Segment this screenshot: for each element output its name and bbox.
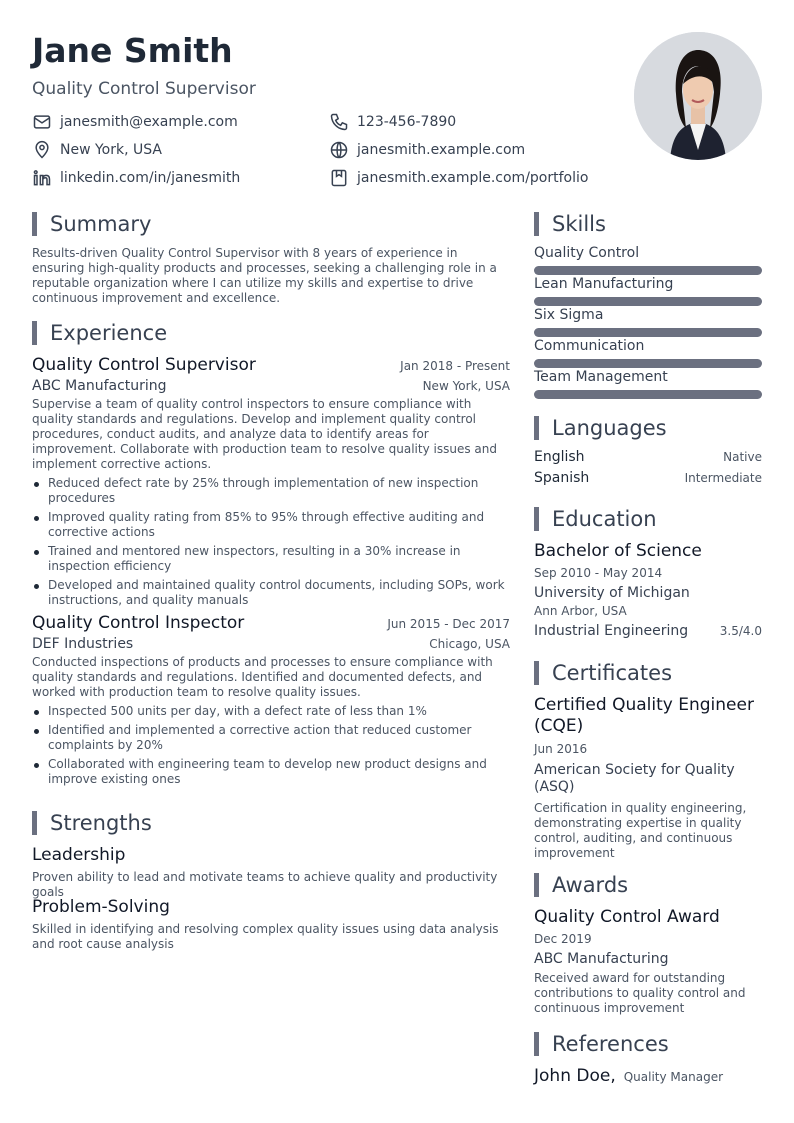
section-title: Awards — [552, 873, 629, 897]
certificates-heading — [534, 661, 672, 685]
list-item: Trained and mentored new inspectors, resulting in a 30% increase in inspection efficiency — [32, 544, 510, 574]
mail-icon — [32, 112, 52, 132]
phone-text: 123-456-7890 — [357, 114, 457, 130]
section-title: Education — [552, 507, 657, 531]
skill-bar — [534, 359, 762, 368]
job-title: Quality Control Supervisor — [32, 355, 256, 375]
job-description: Supervise a team of quality control inspectors to ensure compliance with quality standards and regulations. Develop and implement quality control procedures, conduct audits, and analyze data to identify areas for improvement. Collaborate with production team to resolve quality issues and implement corrective actions. — [32, 397, 497, 471]
certificate-issuer: American Society for Quality (ASQ) — [534, 762, 735, 795]
list-item: Collaborated with engineering team to develop new product designs and improve existing ones — [32, 757, 510, 787]
language-level: Intermediate — [684, 471, 762, 485]
job-entry — [32, 613, 510, 791]
section-accent-bar — [534, 416, 539, 440]
job-company: DEF Industries — [32, 636, 134, 652]
candidate-name: Jane Smith — [32, 31, 233, 70]
job-dates: Jun 2015 - Dec 2017 — [387, 617, 510, 631]
contact-location — [32, 138, 162, 162]
job-company: ABC Manufacturing — [32, 378, 167, 394]
language-row — [534, 449, 762, 465]
strength-title: Problem-Solving — [32, 897, 170, 917]
list-item: Improved quality rating from 85% to 95% through effective auditing and corrective actions — [32, 510, 510, 540]
language-level: Native — [723, 450, 762, 464]
skill-label: Team Management — [534, 369, 668, 385]
skill-label: Lean Manufacturing — [534, 276, 674, 292]
email-text: janesmith@example.com — [60, 114, 238, 130]
list-item: Reduced defect rate by 25% through implementation of new inspection procedures — [32, 476, 510, 506]
section-accent-bar — [32, 212, 37, 236]
list-item: Inspected 500 units per day, with a defect rate of less than 1% — [32, 704, 510, 719]
skill-label: Quality Control — [534, 245, 640, 261]
section-accent-bar — [534, 507, 539, 531]
contact-linkedin[interactable] — [32, 166, 240, 190]
strength-item — [32, 845, 510, 900]
reference-role: Quality Manager — [623, 1070, 724, 1084]
languages-heading — [534, 416, 667, 440]
contact-phone[interactable] — [329, 110, 456, 134]
awards-heading — [534, 873, 628, 897]
section-title: Summary — [50, 212, 152, 236]
summary-text: Results-driven Quality Control Supervisor with 8 years of experience in ensuring high-quality products and processes, seeking a challenging role in a reputable organization where I can utilize my skills and expertise to drive continuous improvement and excellence. — [32, 246, 497, 305]
strengths-heading — [32, 811, 152, 835]
experience-heading — [32, 321, 167, 345]
gpa: 3.5/4.0 — [719, 624, 762, 638]
award-entry — [534, 907, 762, 1016]
skills-heading — [534, 212, 606, 236]
contact-website[interactable] — [329, 138, 525, 162]
language-name: Spanish — [534, 470, 590, 486]
certificate-name: Certified Quality Engineer (CQE) — [534, 695, 754, 736]
section-accent-bar — [534, 1032, 539, 1056]
phone-icon — [329, 112, 349, 132]
certificate-entry — [534, 695, 762, 861]
candidate-title: Quality Control Supervisor — [32, 79, 256, 99]
school-name: University of Michigan — [534, 585, 690, 601]
contact-email[interactable] — [32, 110, 238, 134]
job-entry — [32, 355, 510, 612]
skill-label: Six Sigma — [534, 307, 604, 323]
section-accent-bar — [534, 873, 539, 897]
summary-heading — [32, 212, 151, 236]
linkedin-icon — [32, 168, 52, 188]
strength-text: Skilled in identifying and resolving complex quality issues using data analysis and root cause analysis — [32, 922, 499, 951]
job-title: Quality Control Inspector — [32, 613, 245, 633]
strength-item — [32, 897, 510, 952]
job-dates: Jan 2018 - Present — [400, 359, 510, 373]
school-location: Ann Arbor, USA — [534, 604, 627, 618]
skill-bar — [534, 390, 762, 399]
portfolio-text: janesmith.example.com/portfolio — [357, 170, 589, 186]
award-date: Dec 2019 — [534, 932, 592, 946]
profile-photo — [634, 32, 762, 160]
section-accent-bar — [534, 212, 539, 236]
education-dates: Sep 2010 - May 2014 — [534, 566, 663, 580]
education-heading — [534, 507, 657, 531]
section-title: Languages — [552, 416, 667, 440]
section-accent-bar — [32, 811, 37, 835]
job-bullets — [32, 476, 510, 608]
education-entry — [534, 541, 762, 639]
website-text: janesmith.example.com — [357, 142, 526, 158]
list-item: Identified and implemented a corrective action that reduced customer complaints by 20% — [32, 723, 510, 753]
section-title: References — [552, 1032, 669, 1056]
language-name: English — [534, 449, 585, 465]
reference-entry — [534, 1066, 762, 1087]
language-row — [534, 470, 762, 486]
location-text: New York, USA — [60, 142, 162, 158]
globe-icon — [329, 140, 349, 160]
reference-name: John Doe, — [534, 1066, 616, 1086]
certificate-date: Jun 2016 — [534, 742, 588, 756]
section-accent-bar — [534, 661, 539, 685]
skill-label: Communication — [534, 338, 645, 354]
linkedin-text: linkedin.com/in/janesmith — [60, 170, 241, 186]
map-pin-icon — [32, 140, 52, 160]
degree: Bachelor of Science — [534, 541, 702, 561]
references-heading — [534, 1032, 669, 1056]
section-title: Skills — [552, 212, 606, 236]
resume-header — [32, 30, 632, 100]
skill-bar — [534, 297, 762, 306]
job-description: Conducted inspections of products and processes to ensure compliance with quality standards and regulations. Identified and documented defects, and worked with production team to resolve quality issues. — [32, 655, 493, 699]
award-description: Received award for outstanding contributions to quality control and continuous improvement — [534, 971, 746, 1015]
skill-bar — [534, 328, 762, 337]
award-issuer: ABC Manufacturing — [534, 951, 669, 967]
skill-bar — [534, 266, 762, 275]
award-name: Quality Control Award — [534, 907, 720, 927]
strength-text: Proven ability to lead and motivate teams to achieve quality and productivity goals — [32, 870, 498, 899]
section-title: Certificates — [552, 661, 673, 685]
section-title: Strengths — [50, 811, 152, 835]
certificate-description: Certification in quality engineering, demonstrating expertise in quality control, auditing, and continuous improvement — [534, 801, 747, 860]
job-location: Chicago, USA — [429, 637, 510, 651]
section-title: Experience — [50, 321, 168, 345]
section-accent-bar — [32, 321, 37, 345]
contact-portfolio[interactable] — [329, 166, 588, 190]
portfolio-icon — [329, 168, 349, 188]
list-item: Developed and maintained quality control documents, including SOPs, work instructions, and quality manuals — [32, 578, 510, 608]
job-bullets — [32, 704, 510, 787]
field-of-study: Industrial Engineering — [534, 623, 689, 639]
strength-title: Leadership — [32, 845, 126, 865]
job-location: New York, USA — [422, 379, 510, 393]
